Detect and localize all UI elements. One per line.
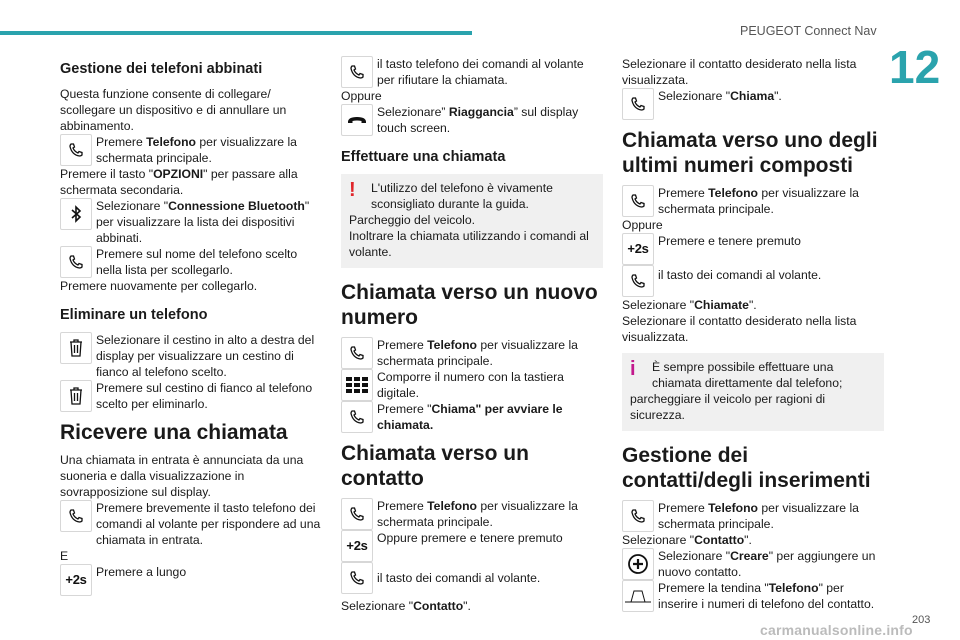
hold-2s-icon: +2s <box>60 564 92 596</box>
bluetooth-icon <box>60 198 92 230</box>
warning-icon: ! <box>349 179 356 201</box>
phone-icon <box>341 401 373 433</box>
text: Premere <box>658 186 709 200</box>
text-bold: Creare <box>730 549 769 563</box>
heading-call-new-number: Chiamata verso un nuovo numero <box>341 281 598 329</box>
hang-up-icon <box>341 104 373 136</box>
keypad-icon <box>341 369 373 401</box>
paragraph: Premere nuovamente per collegarlo. <box>60 279 258 293</box>
column-left <box>60 56 322 596</box>
text-bold: Contatto <box>413 599 464 613</box>
text-bold: Riaggancia <box>448 105 514 119</box>
tab-icon <box>622 580 654 612</box>
text-bold: Chiamate <box>694 298 749 312</box>
page-number: 203 <box>912 614 931 626</box>
instruction-row <box>341 562 603 594</box>
text: il tasto telefono dei comandi al volante per rifiutare la chiamata. <box>377 57 584 87</box>
text: Inoltrare la chiamata utilizzando i comandi al volante. <box>349 229 589 259</box>
instruction-row <box>622 548 884 580</box>
text: Premere il tasto " <box>60 167 154 181</box>
text: ” sul display touch screen. <box>377 105 579 135</box>
text-bold: Telefono <box>427 499 477 513</box>
phone-icon <box>622 500 654 532</box>
text: " per aggiungere un nuovo contatto. <box>658 549 876 579</box>
phone-icon <box>622 88 654 120</box>
text: Premere a lungo <box>96 565 187 579</box>
text: Premere e tenere premuto <box>658 234 801 248</box>
text: " per visualizzare la lista dei dispositivi abbinati. <box>96 199 310 245</box>
text: Selezionare " <box>658 89 731 103</box>
text: Oppure premere e tenere premuto <box>377 531 563 545</box>
text: Comporre il numero con la tastiera digitale. <box>377 370 564 400</box>
text: per visualizzare la schermata principale. <box>658 501 859 531</box>
text: Selezionare " <box>622 533 695 547</box>
paragraph: Oppure <box>341 89 382 103</box>
text: ". <box>463 599 471 613</box>
info-note <box>622 353 884 431</box>
instruction-row <box>341 401 603 433</box>
instruction-row <box>622 88 884 120</box>
heading-paired-phones: Gestione dei telefoni abbinati <box>60 61 263 77</box>
paragraph: Una chiamata in entrata è annunciata da una suoneria e dalla visualizzazione in sovrapposizione sul display. <box>60 453 304 499</box>
text: Selezionare " <box>658 549 731 563</box>
phone-icon <box>341 562 373 594</box>
warning-note <box>341 174 603 268</box>
text-bold: OPZIONI <box>153 167 204 181</box>
text: per visualizzare la schermata principale. <box>377 338 578 368</box>
text-bold: Telefono <box>768 581 819 595</box>
instruction-row <box>60 198 322 246</box>
text: il tasto dei comandi al volante. <box>658 268 822 282</box>
chapter-number: 12 <box>889 41 941 93</box>
heading-receive-call: Ricevere una chiamata <box>60 421 288 444</box>
paragraph: E <box>60 549 69 563</box>
text: È sempre possibile effettuare una chiamata direttamente dal telefono; <box>652 360 843 390</box>
paragraph: Selezionare il contatto desiderato nella lista visualizzata. <box>622 57 857 87</box>
text: ". <box>744 533 752 547</box>
instruction-row <box>341 369 603 401</box>
instruction-row <box>60 564 322 596</box>
text: Parcheggio del veicolo. <box>349 213 476 227</box>
text: per visualizzare la schermata principale. <box>377 499 578 529</box>
text: " per passare alla schermata secondaria. <box>60 167 298 197</box>
text: Selezionare” <box>377 105 449 119</box>
instruction-row <box>341 498 603 530</box>
instruction-row <box>622 265 884 297</box>
instruction-row <box>341 56 603 88</box>
watermark: carmanualsonline.info <box>760 622 913 638</box>
text: Selezionare " <box>96 199 169 213</box>
instruction-row <box>622 580 884 612</box>
header-accent-bar <box>0 31 472 35</box>
instruction-row <box>60 332 322 380</box>
add-circle-icon <box>622 548 654 580</box>
heading-manage-contacts: Gestione dei contatti/degli inserimenti <box>622 444 871 492</box>
text: Selezionare " <box>341 599 414 613</box>
instruction-row <box>60 380 322 412</box>
column-middle <box>341 56 603 614</box>
text: L'utilizzo del telefono è vivamente sconsigliato durante la guida. <box>371 181 553 211</box>
phone-icon <box>60 134 92 166</box>
heading-call-contact: Chiamata verso un contatto <box>341 442 529 490</box>
text: Premere <box>96 135 147 149</box>
text: Premere <box>377 338 428 352</box>
column-right <box>622 56 884 612</box>
instruction-row <box>341 530 603 562</box>
text: ". <box>774 89 782 103</box>
trash-icon <box>60 380 92 412</box>
text-bold: Telefono <box>708 501 758 515</box>
text: Premere <box>658 501 709 515</box>
text: il tasto dei comandi al volante. <box>377 571 541 585</box>
page-header-title: PEUGEOT Connect Nav <box>740 24 877 38</box>
instruction-row <box>622 500 884 532</box>
hold-2s-icon: +2s <box>622 233 654 265</box>
text: parcheggiare il veicolo per ragioni di sicurezza. <box>630 392 826 422</box>
text: Premere sul cestino di fianco al telefono scelto per eliminarlo. <box>96 381 313 411</box>
phone-icon <box>60 246 92 278</box>
paragraph: Oppure <box>622 218 663 232</box>
text: Selezionare il cestino in alto a destra del display per visualizzare un cestino di fianco al telefono scelto. <box>96 333 315 379</box>
phone-icon <box>622 185 654 217</box>
text: per visualizzare la schermata principale. <box>658 186 859 216</box>
trash-icon <box>60 332 92 364</box>
text-bold: Telefono <box>708 186 758 200</box>
hold-2s-icon: +2s <box>341 530 373 562</box>
instruction-row <box>341 104 603 136</box>
instruction-row <box>60 500 322 548</box>
instruction-row <box>622 233 884 265</box>
text-bold: Contatto <box>694 533 745 547</box>
phone-icon <box>341 498 373 530</box>
instruction-row <box>60 134 322 166</box>
phone-icon <box>341 337 373 369</box>
phone-icon <box>60 500 92 532</box>
text: Premere <box>377 499 428 513</box>
heading-call-recent: Chiamata verso uno degli ultimi numeri composti <box>622 129 878 177</box>
phone-icon <box>622 265 654 297</box>
text: Premere brevemente il tasto telefono dei comandi al volante per rispondere ad una chiamata in entrata. <box>96 501 321 547</box>
heading-delete-phone: Eliminare un telefono <box>60 307 208 323</box>
phone-icon <box>341 56 373 88</box>
text: Premere " <box>377 402 432 416</box>
info-icon: i <box>630 358 636 380</box>
text-bold: Connessione Bluetooth <box>168 199 305 213</box>
text: per visualizzare la schermata principale. <box>96 135 297 165</box>
text: Premere la tendina " <box>658 581 769 595</box>
text-bold: Chiama" per avviare le chiamata. <box>377 402 563 432</box>
text: Selezionare " <box>622 298 695 312</box>
text-bold: Telefono <box>146 135 196 149</box>
paragraph: Questa funzione consente di collegare/ scollegare un dispositivo e di annullare un abbinamento. <box>60 87 287 133</box>
text: Premere sul nome del telefono scelto nella lista per scollegarlo. <box>96 247 298 277</box>
text-bold: Chiama <box>730 89 775 103</box>
paragraph: Selezionare il contatto desiderato nella lista visualizzata. <box>622 314 857 344</box>
instruction-row <box>60 246 322 278</box>
instruction-row <box>341 337 603 369</box>
text: " per inserire i numeri di telefono del contatto. <box>658 581 875 611</box>
text-bold: Telefono <box>427 338 477 352</box>
text: ". <box>748 298 757 312</box>
heading-make-call: Effettuare una chiamata <box>341 149 506 165</box>
instruction-row <box>622 185 884 217</box>
